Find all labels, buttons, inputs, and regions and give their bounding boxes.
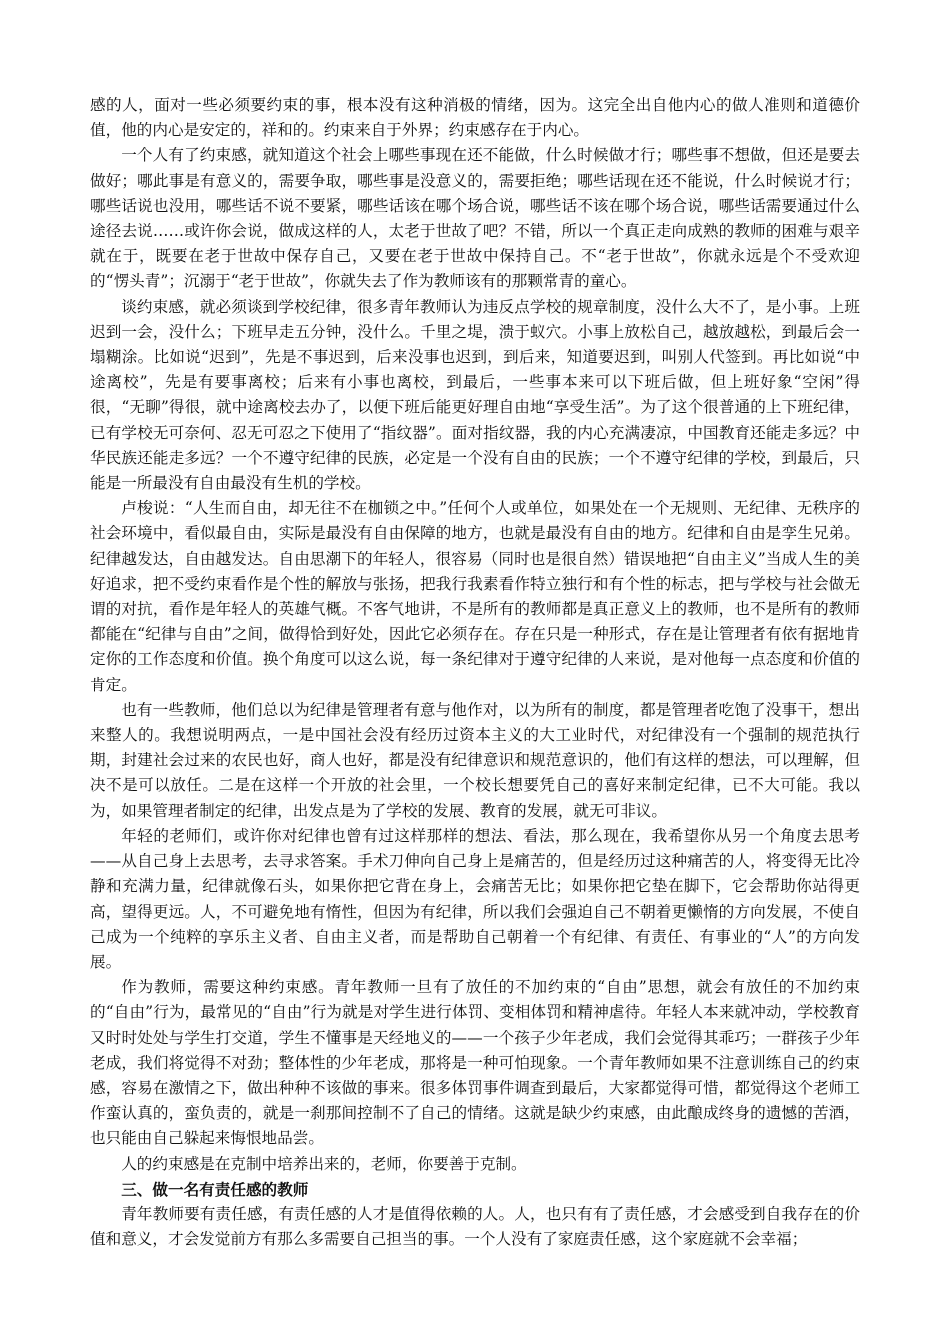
paragraph-young-teachers: 年轻的老师们，或许你对纪律也曾有过这样那样的想法、看法，那么现在，我希望你从另一个角度去思考——从自己身上去思考，去寻求答案。手术刀伸向自己身上是痛苦的，但是经历过这种痛苦的人，将变得无比冷静和充满力量，纪律就像石头，如果你把它背在身上，会痛苦无比；如果你把它垫在脚下，它会帮助你站得更高，望得更远。人，不可避免地有惰性，但因为有纪律，所以我们会强迫自己不朝着更懒惰的方向发展，不使自己成为一个纯粹的享乐主义者、自由主义者，而是帮助自己朝着一个有纪律、有责任、有事业的“人”的方向发展。	[90, 826, 860, 971]
paragraph-continued: 感的人，面对一些必须要约束的事，根本没有这种消极的情绪，因为。这完全出自他内心的做人准则和道德价值，他的内心是安定的，祥和的。约束来自于外界；约束感存在于内心。	[90, 96, 860, 140]
paragraph-school-discipline: 谈约束感，就必须谈到学校纪律，很多青年教师认为违反点学校的规章制度，没什么大不了，是小事。上班迟到一会，没什么；下班早走五分钟，没什么。千里之堤，溃于蚁穴。小事上放松自己，越放越松，到最后会一塌糊涂。比如说“迟到”，先是不事迟到，后来没事也迟到，到后来，知道要迟到，叫别人代签到。再比如说“中途离校”，先是有要事离校；后来有小事也离校，到最后，一些事本来可以下班后做，但上班好象“空闲”得很，“无聊”得很，就中途离校去办了，以便下班后能更好理自由地“享受生活”。为了这个很普通的上下班纪律，已有学校无可奈何、忍无可忍之下使用了“指纹器”。面对指纹器，我的内心充满凄凉，中国教育还能走多远？中华民族还能走多远？一个不遵守纪律的民族，必定是一个没有自由的民族；一个不遵守纪律的学校，到最后，只能是一所最没有自由最没有生机的学校。	[90, 297, 860, 493]
document-page	[90, 93, 860, 1252]
section-heading: 三、做一名有责任感的教师	[121, 1179, 309, 1199]
paragraph-managers-rules: 也有一些教师，他们总以为纪律是管理者有意与他作对，以为所有的制度，都是管理者吃饱了没事干，想出来整人的。我想说明两点，一是中国社会没有经历过资本主义的大工业时代，对纪律没有一个强制的规范执行期，封建社会过来的农民也好，商人也好，都是没有纪律意识和规范意识的，他们有这样的想法，可以理解，但决不是可以放任。二是在这样一个开放的社会里，一个校长想要凭自己的喜好来制定纪律，已不大可能。我以为，如果管理者制定的纪律，出发点是为了学校的发展、教育的发展，就无可非议。	[90, 700, 860, 820]
paragraph-rousseau-freedom: 卢梭说：“人生而自由，却无往不在枷锁之中。”任何个人或单位，如果处在一个无规则、无纪律、无秩序的社会环境中，看似最自由，实际是最没有自由保障的地方，也就是最没有自由的地方。纪律和自由是孪生兄弟。纪律越发达，自由越发达。自由思潮下的年轻人，很容易（同时也是很自然）错误地把“自由主义”当成人生的美好追求，把不受约束看作是个性的解放与张扬，把我行我素看作特立独行和有个性的标志，把与学校与社会做无谓的对抗，看作是年轻人的英雄气概。不客气地讲，不是所有的教师都是真正意义上的教师，也不是所有的教师都能在“纪律与自由”之间，做得恰到好处，因此它必须存在。存在只是一种形式，存在是让管理者有依有据地肯定你的工作态度和价值。换个角度可以这么说，每一条纪律对于遵守纪律的人来说，是对他每一点态度和价值的肯定。	[90, 499, 860, 694]
paragraph-restraint-meaning: 一个人有了约束感，就知道这个社会上哪些事现在还不能做，什么时候做才行；哪些事不想做，但还是要去做好；哪此事是有意义的，需要争取，哪些事是没意义的，需要拒绝；哪些话现在还不能说，什么时候说才行；哪些话说也没用，哪些话不说不要紧，哪些话该在哪个场合说，哪些话不该在哪个场合说，哪些话需要通过什么途径去说……或许你会说，做成这样的人，太老于世故了吧？不错，所以一个真正走向成熟的教师的困难与艰辛就在于，既要在老于世故中保存自己，又要在老于世故中保持自己。不“老于世故”，你就永远是个不受欢迎的“愣头青”；沉溺于“老于世故”，你就失去了作为教师该有的那颗常青的童心。	[90, 146, 860, 291]
paragraph-responsibility: 青年教师要有责任感，有责任感的人才是值得依赖的人。人，也只有有了责任感，才会感受到自我存在的价值和意义，才会发觉前方有那么多需要自己担当的事。一个人没有了家庭责任感，这个家庭就不会幸福；	[90, 1204, 860, 1249]
paragraph-teacher-restraint: 作为教师，需要这种约束感。青年教师一旦有了放任的不加约束的“自由”思想，就会有放任的不加约束的“自由”行为，最常见的“自由”行为就是对学生进行体罚、变相体罚和精神虐待。年轻人本来就冲动，学校教育又时时处处与学生打交道，学生不懂事是天经地义的——一个孩子少年老成，我们会觉得其乖巧；一群孩子少年老成，我们将觉得不对劲；整体性的少年老成，那将是一种可怕现象。一个青年教师如果不注意训练自己的约束感，容易在激情之下，做出种种不该做的事来。很多体罚事件调查到最后，大家都觉得可惜，都觉得这个老师工作蛮认真的，蛮负责的，就是一刹那间控制不了自己的情绪。这就是缺少约束感，由此酿成终身的遗憾的苦酒，也只能由自己躲起来悔恨地品尝。	[90, 978, 860, 1148]
paragraph-self-control: 人的约束感是在克制中培养出来的，老师，你要善于克制。	[121, 1154, 527, 1173]
